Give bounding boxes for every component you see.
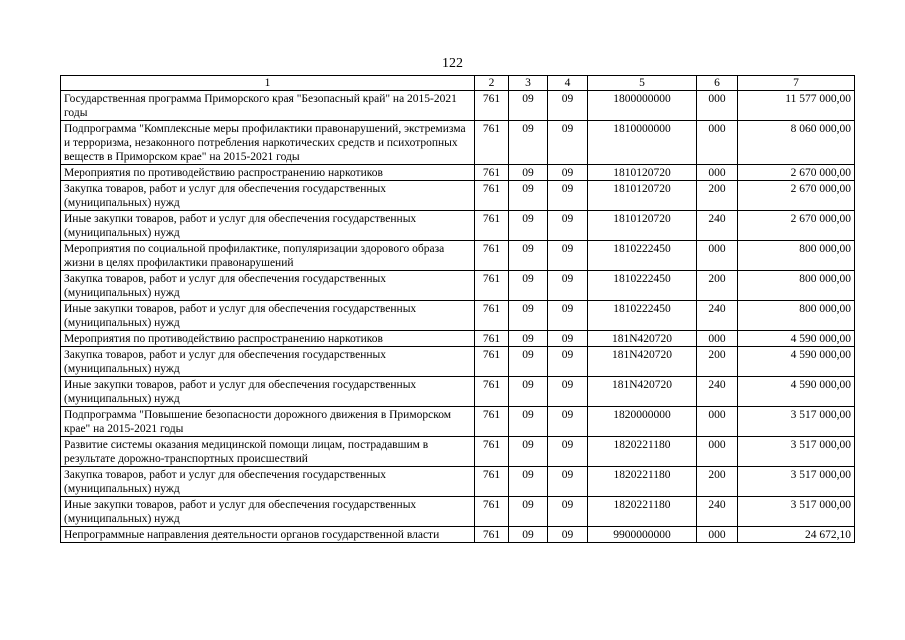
row-subsection-code: 09 (548, 301, 588, 331)
row-ministry-code: 761 (475, 181, 509, 211)
row-expense-type-code: 000 (697, 527, 738, 543)
budget-table (60, 75, 855, 543)
row-subsection-code: 09 (548, 165, 588, 181)
row-ministry-code: 761 (475, 211, 509, 241)
row-amount: 2 670 000,00 (738, 211, 855, 241)
row-ministry-code: 761 (475, 165, 509, 181)
row-expense-type-code: 000 (697, 241, 738, 271)
column-header: 1 (61, 76, 475, 91)
column-header: 2 (475, 76, 509, 91)
row-ministry-code: 761 (475, 301, 509, 331)
table-row (61, 467, 855, 497)
row-amount: 800 000,00 (738, 241, 855, 271)
row-section-code: 09 (509, 407, 548, 437)
row-ministry-code: 761 (475, 271, 509, 301)
row-amount: 3 517 000,00 (738, 467, 855, 497)
row-target-article-code: 1820221180 (588, 497, 697, 527)
row-subsection-code: 09 (548, 527, 588, 543)
row-expense-type-code: 000 (697, 165, 738, 181)
row-ministry-code: 761 (475, 241, 509, 271)
row-subsection-code: 09 (548, 91, 588, 121)
row-amount: 800 000,00 (738, 271, 855, 301)
row-target-article-code: 1810120720 (588, 165, 697, 181)
row-section-code: 09 (509, 347, 548, 377)
row-subsection-code: 09 (548, 407, 588, 437)
row-expense-type-code: 200 (697, 271, 738, 301)
row-amount: 4 590 000,00 (738, 347, 855, 377)
row-target-article-code: 1810000000 (588, 121, 697, 165)
row-target-article-code: 9900000000 (588, 527, 697, 543)
row-section-code: 09 (509, 271, 548, 301)
row-amount: 3 517 000,00 (738, 407, 855, 437)
row-amount: 800 000,00 (738, 301, 855, 331)
row-subsection-code: 09 (548, 181, 588, 211)
row-section-code: 09 (509, 211, 548, 241)
row-ministry-code: 761 (475, 497, 509, 527)
row-name: Мероприятия по социальной профилактике, популяризации здорового образа жизни в целях профилактики правонарушений (61, 241, 475, 271)
row-ministry-code: 761 (475, 121, 509, 165)
table-row (61, 165, 855, 181)
row-ministry-code: 761 (475, 437, 509, 467)
row-section-code: 09 (509, 437, 548, 467)
row-name: Подпрограмма "Повышение безопасности дорожного движения в Приморском крае" на 2015-2021 годы (61, 407, 475, 437)
row-name: Иные закупки товаров, работ и услуг для обеспечения государственных (муниципальных) нужд (61, 377, 475, 407)
row-amount: 11 577 000,00 (738, 91, 855, 121)
row-name: Закупка товаров, работ и услуг для обеспечения государственных (муниципальных) нужд (61, 181, 475, 211)
row-target-article-code: 1810120720 (588, 211, 697, 241)
row-expense-type-code: 000 (697, 407, 738, 437)
row-target-article-code: 1810222450 (588, 301, 697, 331)
table-row (61, 181, 855, 211)
row-expense-type-code: 200 (697, 347, 738, 377)
row-amount: 8 060 000,00 (738, 121, 855, 165)
table-row (61, 347, 855, 377)
row-expense-type-code: 240 (697, 497, 738, 527)
table-row (61, 211, 855, 241)
row-ministry-code: 761 (475, 407, 509, 437)
row-target-article-code: 181N420720 (588, 347, 697, 377)
row-ministry-code: 761 (475, 527, 509, 543)
row-expense-type-code: 000 (697, 437, 738, 467)
row-amount: 3 517 000,00 (738, 497, 855, 527)
row-section-code: 09 (509, 497, 548, 527)
row-section-code: 09 (509, 331, 548, 347)
row-expense-type-code: 240 (697, 211, 738, 241)
row-target-article-code: 1820221180 (588, 467, 697, 497)
row-amount: 4 590 000,00 (738, 377, 855, 407)
column-header: 6 (697, 76, 738, 91)
table-row (61, 497, 855, 527)
row-target-article-code: 181N420720 (588, 377, 697, 407)
row-subsection-code: 09 (548, 347, 588, 377)
table-row (61, 121, 855, 165)
table-row (61, 301, 855, 331)
header-row (61, 76, 855, 91)
table-row (61, 331, 855, 347)
row-subsection-code: 09 (548, 241, 588, 271)
row-subsection-code: 09 (548, 331, 588, 347)
row-ministry-code: 761 (475, 347, 509, 377)
row-name: Подпрограмма "Комплексные меры профилактики правонарушений, экстремизма и терроризма, незаконного потребления наркотических средств и психотропных веществ в Приморском крае" на 2015-2021 годы (61, 121, 475, 165)
row-amount: 24 672,10 (738, 527, 855, 543)
row-name: Иные закупки товаров, работ и услуг для обеспечения государственных (муниципальных) нужд (61, 301, 475, 331)
row-name: Мероприятия по противодействию распространению наркотиков (61, 331, 475, 347)
row-name: Иные закупки товаров, работ и услуг для обеспечения государственных (муниципальных) нужд (61, 497, 475, 527)
row-expense-type-code: 200 (697, 467, 738, 497)
row-ministry-code: 761 (475, 331, 509, 347)
table-row (61, 407, 855, 437)
row-amount: 2 670 000,00 (738, 165, 855, 181)
table-row (61, 527, 855, 543)
row-expense-type-code: 000 (697, 91, 738, 121)
table-row (61, 271, 855, 301)
table-row (61, 377, 855, 407)
row-section-code: 09 (509, 91, 548, 121)
row-amount: 3 517 000,00 (738, 437, 855, 467)
row-expense-type-code: 000 (697, 121, 738, 165)
row-name: Иные закупки товаров, работ и услуг для обеспечения государственных (муниципальных) нужд (61, 211, 475, 241)
row-expense-type-code: 240 (697, 301, 738, 331)
row-target-article-code: 1810222450 (588, 241, 697, 271)
row-target-article-code: 181N420720 (588, 331, 697, 347)
column-header: 3 (509, 76, 548, 91)
row-section-code: 09 (509, 181, 548, 211)
row-target-article-code: 1810222450 (588, 271, 697, 301)
row-subsection-code: 09 (548, 437, 588, 467)
row-expense-type-code: 000 (697, 331, 738, 347)
row-target-article-code: 1820221180 (588, 437, 697, 467)
row-subsection-code: 09 (548, 497, 588, 527)
row-subsection-code: 09 (548, 121, 588, 165)
row-subsection-code: 09 (548, 211, 588, 241)
row-target-article-code: 1820000000 (588, 407, 697, 437)
row-subsection-code: 09 (548, 377, 588, 407)
row-section-code: 09 (509, 121, 548, 165)
row-section-code: 09 (509, 377, 548, 407)
row-name: Закупка товаров, работ и услуг для обеспечения государственных (муниципальных) нужд (61, 467, 475, 497)
row-target-article-code: 1810120720 (588, 181, 697, 211)
row-ministry-code: 761 (475, 377, 509, 407)
row-expense-type-code: 200 (697, 181, 738, 211)
row-expense-type-code: 240 (697, 377, 738, 407)
page-number: 122 (442, 56, 463, 71)
table-row (61, 91, 855, 121)
row-name: Непрограммные направления деятельности органов государственной власти (61, 527, 475, 543)
row-ministry-code: 761 (475, 467, 509, 497)
row-name: Государственная программа Приморского края "Безопасный край" на 2015-2021 годы (61, 91, 475, 121)
row-name: Мероприятия по противодействию распространению наркотиков (61, 165, 475, 181)
row-amount: 4 590 000,00 (738, 331, 855, 347)
row-subsection-code: 09 (548, 271, 588, 301)
column-header: 7 (738, 76, 855, 91)
table-row (61, 437, 855, 467)
row-section-code: 09 (509, 301, 548, 331)
row-amount: 2 670 000,00 (738, 181, 855, 211)
row-target-article-code: 1800000000 (588, 91, 697, 121)
table-row (61, 241, 855, 271)
row-section-code: 09 (509, 527, 548, 543)
row-section-code: 09 (509, 241, 548, 271)
row-section-code: 09 (509, 467, 548, 497)
row-name: Закупка товаров, работ и услуг для обеспечения государственных (муниципальных) нужд (61, 347, 475, 377)
row-name: Закупка товаров, работ и услуг для обеспечения государственных (муниципальных) нужд (61, 271, 475, 301)
row-ministry-code: 761 (475, 91, 509, 121)
column-header: 5 (588, 76, 697, 91)
column-header: 4 (548, 76, 588, 91)
row-section-code: 09 (509, 165, 548, 181)
row-name: Развитие системы оказания медицинской помощи лицам, пострадавшим в результате дорожно-транспортных происшествий (61, 437, 475, 467)
row-subsection-code: 09 (548, 467, 588, 497)
